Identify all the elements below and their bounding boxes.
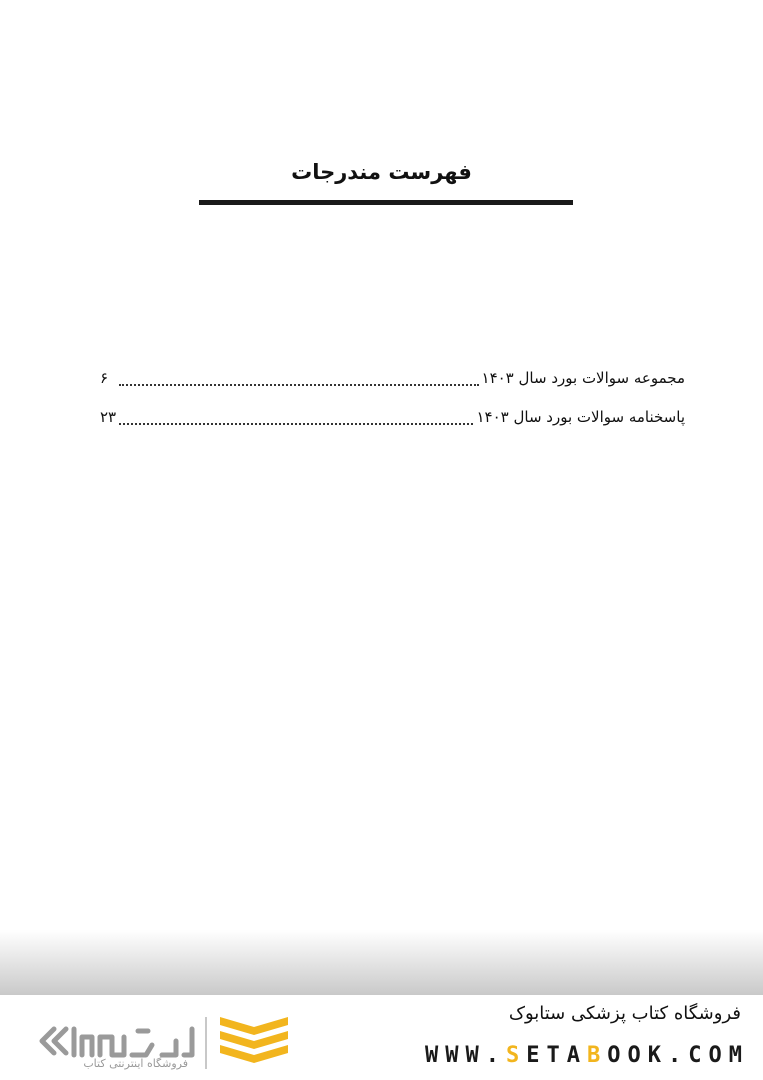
toc-leader-dots: [119, 423, 473, 425]
toc-entry-page: ۲۳: [100, 408, 117, 426]
toc-leader-dots: [119, 384, 479, 386]
footer-banner: [0, 995, 763, 1080]
shop-title: فروشگاه کتاب پزشکی ستابوک: [508, 1003, 741, 1024]
toc-entry-page: ۶: [100, 369, 109, 387]
toc-entry-label: پاسخنامه سوالات بورد سال ۱۴۰۳: [476, 408, 685, 426]
footer-shadow: [0, 930, 763, 995]
toc-entry[interactable]: [100, 405, 685, 429]
url-prefix: WWW.: [425, 1043, 507, 1068]
title-underline: [199, 200, 573, 205]
toc-entry[interactable]: [100, 366, 685, 390]
url-accent-letter: S: [506, 1043, 527, 1068]
logo-divider: [205, 1017, 207, 1069]
brand-tagline: فروشگاه اینترنتی کتاب: [83, 1057, 188, 1070]
url-suffix: OOK.COM: [607, 1043, 749, 1068]
url-middle: ETA: [526, 1043, 588, 1068]
url-accent-letter: B: [587, 1043, 608, 1068]
toc-title: فهرست مندرجات: [291, 160, 472, 184]
toc-entry-label: مجموعه سوالات بورد سال ۱۴۰۳: [481, 369, 685, 387]
shop-url-link[interactable]: [425, 1043, 749, 1068]
